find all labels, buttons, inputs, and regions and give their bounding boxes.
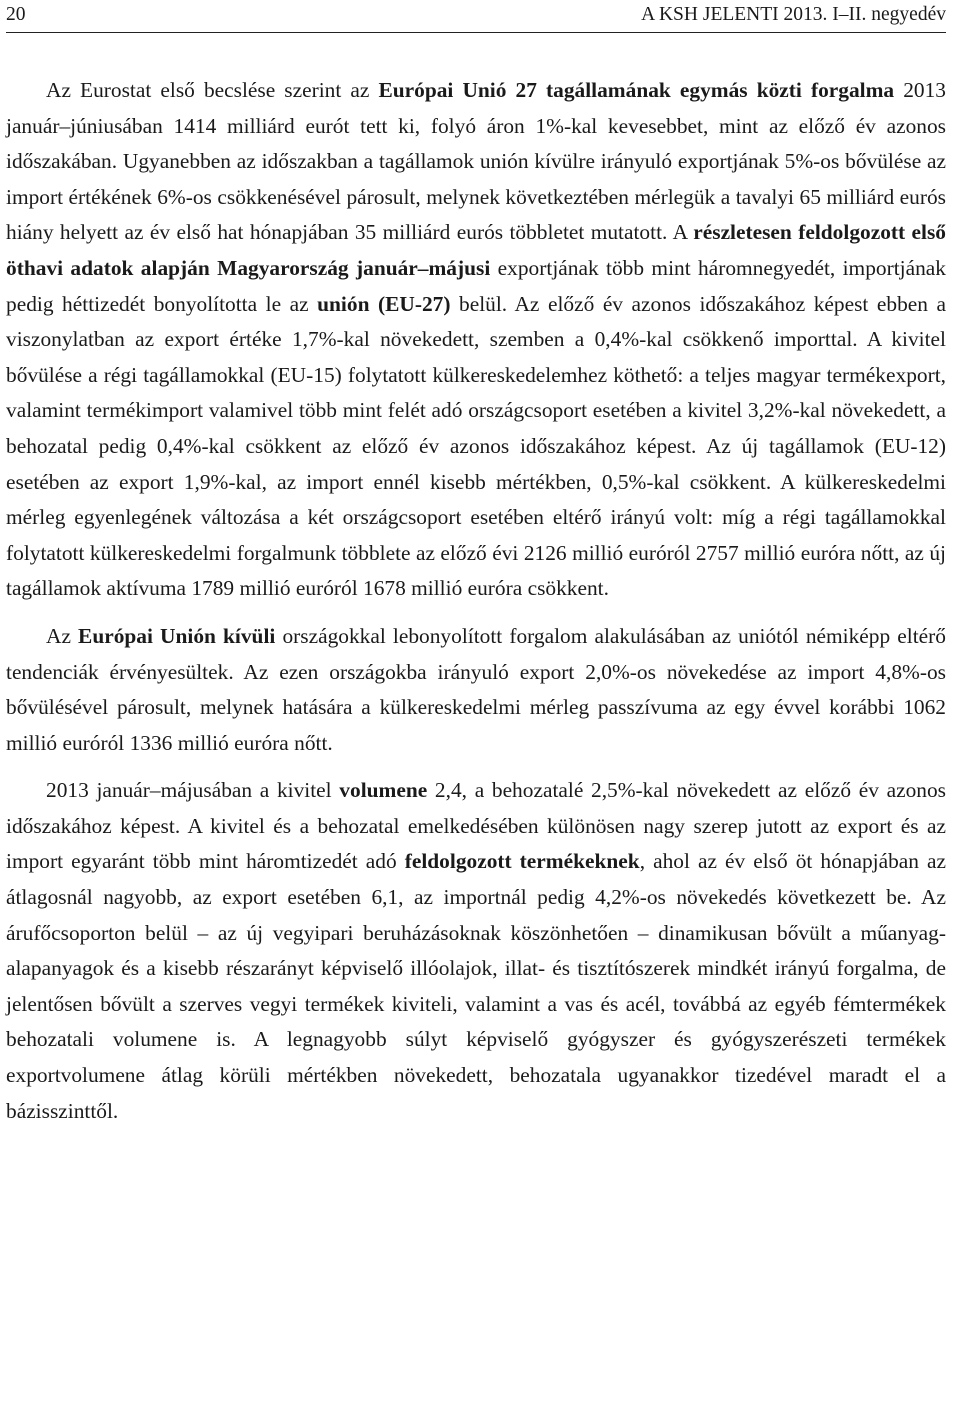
text-segment: 2,4, a behozatalé 2,5%-kal növekedett az előző év azonos időszakához képest. A kivitel és a behozatal emelkedésében különösen nagy szerep jutott az export és az import egyaránt több mint háromtizedét adó [6, 778, 946, 874]
text-segment: A [672, 220, 694, 245]
paragraph-volume [6, 773, 946, 1129]
bold-segment: unión (EU-27) [317, 291, 451, 316]
text-segment: belül. Az előző év azonos időszakához képest ebben a viszonylatban az export értéke 1,7%-kal növekedett, szemben a 0,4%-kal csökkenő importtal. A kivitel bővülése a régi tagállamokkal (EU-15) folytatott külkereskedelemhez köthető: a teljes magyar termékexport, valamint termékimport valamivel több mint felét adó országcsoport esetében a kivitel 3,2%-kal növekedett, a behozatal pedig 0,4%-kal csökkent az előző év azonos időszakához képest. Az új tagállamok (EU-12) esetében az export 1,9%-kal, az import ennél kisebb mértékben, 0,5%-kal csökkent. A külkereskedelmi mérleg egyenlegének változása a két országcsoport esetében eltérő irányú volt: míg a régi tagállamokkal folytatott külkereskedelmi forgalmunk többlete az előző évi 2126 millió euróról 2757 millió euróra nőtt, az új tagállamok aktívuma 1789 millió euróról 1678 millió euróra csökkent. [6, 291, 946, 601]
document-page [6, 0, 946, 1129]
bold-segment: részletesen feldolgozott első öthavi adatok alapján Magyarország január–májusi [6, 220, 946, 280]
bold-segment: volumene [339, 778, 428, 803]
page-header [6, 0, 946, 33]
text-segment: Az Eurostat első becslése szerint az [46, 78, 379, 102]
text-segment: , ahol az év első öt hónapjában az átlagosnál nagyobb, az export esetében 6,1, az importnál pedig 4,2%-os növekedés következett be. Az árufőcsoporton belül – az új vegyipari beruházásoknak köszönhetően – dinamikusan bővült a műanyag-alapanyagok és a kisebb részarányt képviselő illóolajok, illat- és tisztítószerek mindkét irányú forgalma, de jelentősen bővült a szerves vegyi termékek kiviteli, valamint a vas és acél, továbbá az egyéb fémtermékek behozatali volumene is. A legnagyobb súlyt képviselő gyógyszer és gyógyszerészeti termékek exportvolumene átlag körüli mértékben növekedett, behozatala ugyanakkor tizedével maradt el a bázisszinttől. [6, 849, 947, 1123]
body-text [6, 73, 946, 1129]
paragraph-non-eu-trade [6, 619, 946, 761]
text-segment: Az [46, 623, 79, 648]
paragraph-eu-trade [6, 73, 946, 607]
bold-segment: Európai Unió 27 tagállamának egymás közti forgalma [378, 78, 895, 102]
text-segment: exportjának több mint háromnegyedét, importjának pedig héttizedét bonyolította le az [6, 255, 946, 316]
text-segment: 2013 január–júniusában 1414 milliárd eurót tett ki, folyó áron 1%-kal kevesebbet, mint az előző év azonos időszakában. Ugyanebben az időszakban a tagállamok unión kívülre irányuló exportjának 5%-os bővülése az import értékének 6%-os csökkenésével párosult, melynek következtében mérlegük a tavalyi 65 milliárd eurós hiány helyett az év első hat hónapjában 35 milliárd eurós többletet mutatott. [6, 78, 946, 245]
bold-segment: Európai Unión kívüli [78, 623, 276, 648]
running-title: A KSH JELENTI 2013. I–II. negyedév [641, 4, 946, 25]
bold-segment: feldolgozott termékeknek [404, 849, 640, 874]
text-segment: 2013 január–májusában a kivitel [46, 778, 340, 803]
text-segment: országokkal lebonyolított forgalom alakulásában az uniótól némiképp eltérő tendenciák érvényesültek. Az ezen országokba irányuló export 2,0%-os növekedése az import 4,8%-os bővülésével párosult, melynek hatására a külkereskedelmi mérleg passzívuma az egy évvel korábbi 1062 millió euróról 1336 millió euróra nőtt. [6, 623, 946, 755]
page-number: 20 [6, 4, 26, 25]
